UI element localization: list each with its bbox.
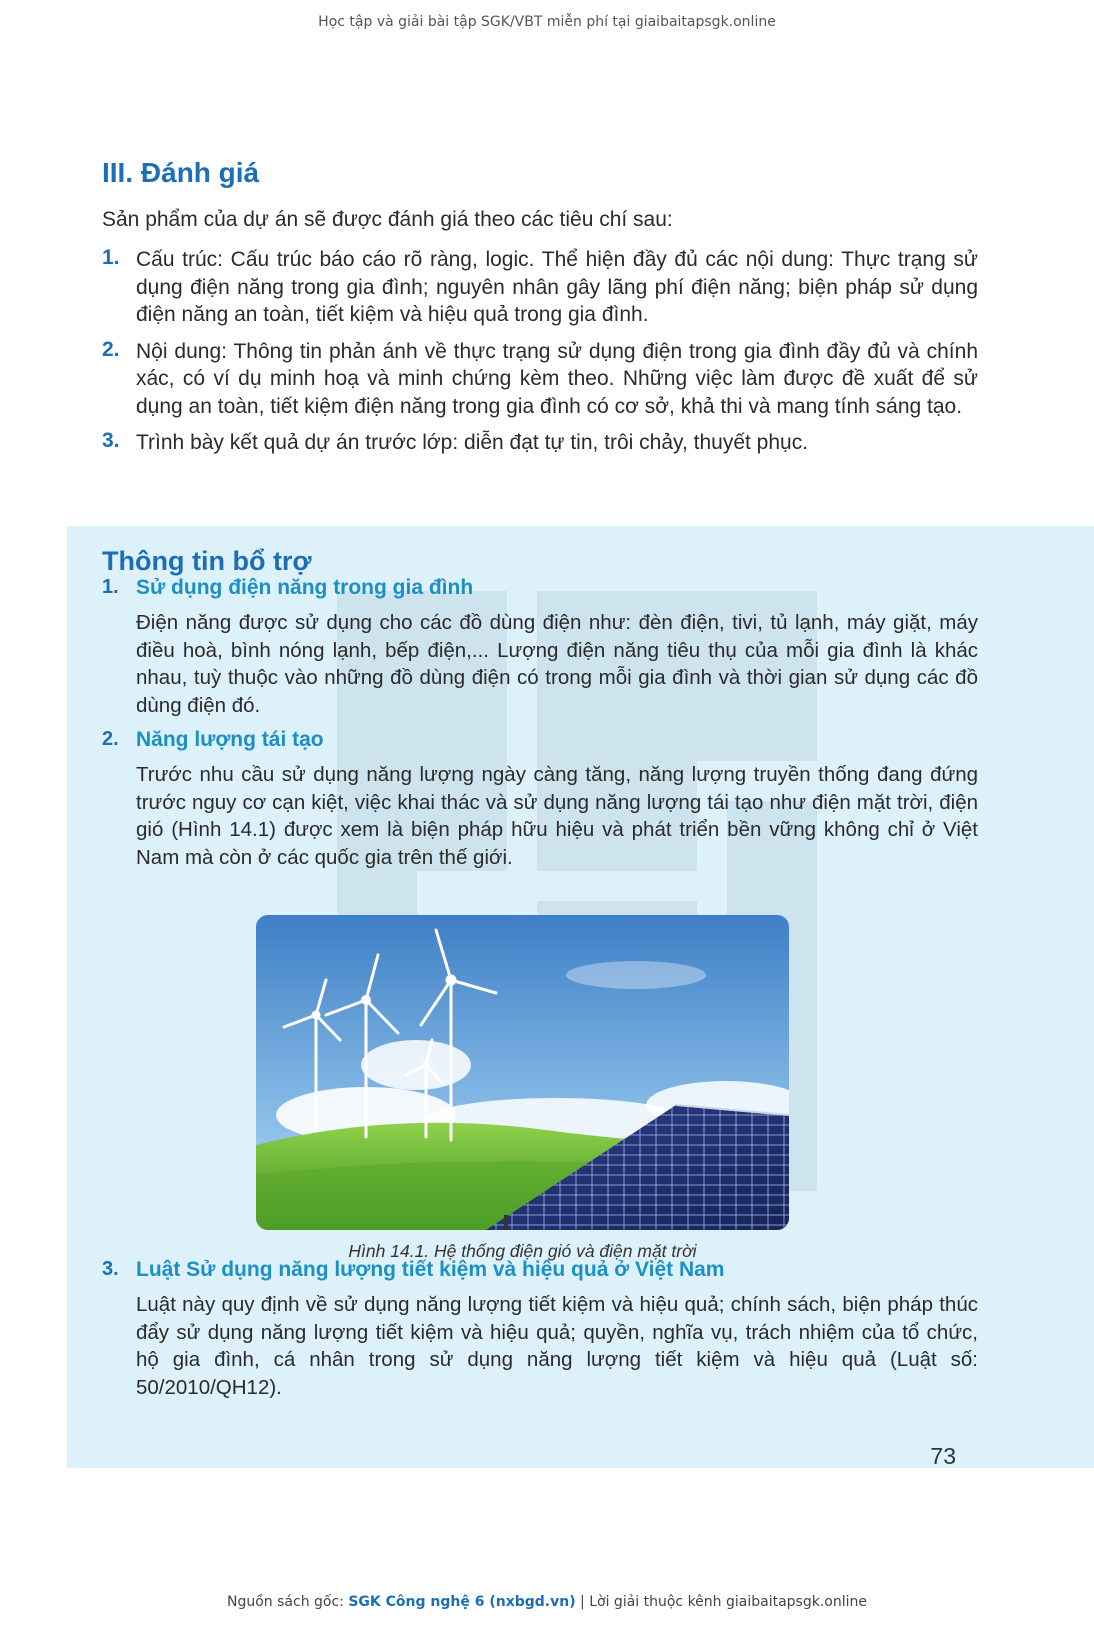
section-heading: Sử dụng điện năng trong gia đình bbox=[136, 576, 474, 599]
info-box bbox=[67, 526, 1094, 1468]
section-number: 1. bbox=[102, 576, 119, 598]
info-title: Thông tin bổ trợ bbox=[102, 546, 312, 576]
section-body: Luật này quy định về sử dụng năng lượng tiết kiệm và hiệu quả; chính sách, biện pháp thúc đẩy sử dụng năng lượng tiết kiệm và hiệu quả; quyền, nghĩa vụ, trách nhiệm của tổ chức, hộ gia đình, cá nhân trong sử dụng năng lượng tiết kiệm và hiệu quả (Luật số: 50/2010/QH12). bbox=[136, 1293, 978, 1399]
figure-wind-solar bbox=[256, 915, 789, 1230]
section-heading: Luật Sử dụng năng lượng tiết kiệm và hiệu quả ở Việt Nam bbox=[136, 1258, 725, 1281]
figure-caption: Hình 14.1. Hệ thống điện gió và điện mặt trời bbox=[348, 1241, 697, 1261]
section-body: Điện năng được sử dụng cho các đồ dùng điện như: đèn điện, tivi, tủ lạnh, máy giặt, máy điều hoà, bình nóng lạnh, bếp điện,... Lượng điện năng tiêu thụ của mỗi gia đình là khác nhau, tuỳ thuộc vào những đồ dùng điện có trong mỗi gia đình và thời gian sử dụng các đồ dùng điện đó. bbox=[136, 611, 978, 717]
wind-solar-illustration bbox=[256, 915, 789, 1230]
section-body: Trước nhu cầu sử dụng năng lượng ngày càng tăng, năng lượng truyền thống đang đứng trước nguy cơ cạn kiệt, việc khai thác và sử dụng năng lượng tái tạo như điện mặt trời, điện gió (Hình 14.1) được xem là biện pháp hữu hiệu và phát triển bền vững không chỉ ở Việt Nam mà còn ở các quốc gia trên thế giới. bbox=[136, 763, 978, 869]
item-text: Cấu trúc: Cấu trúc báo cáo rõ ràng, logic. Thể hiện đầy đủ các nội dung: Thực trạng sử dụng điện năng trong gia đình; nguyên nhân gây lãng phí điện năng; biện pháp sử dụng điện năng an toàn, tiết kiệm và hiệu quả trong gia đình. bbox=[136, 248, 978, 326]
info-section-3 bbox=[102, 1258, 978, 1401]
evaluation-item bbox=[102, 246, 978, 329]
footer-suffix: | Lời giải thuộc kênh giaibaitapsgk.online bbox=[575, 1594, 867, 1610]
item-text: Trình bày kết quả dự án trước lớp: diễn đạt tự tin, trôi chảy, thuyết phục. bbox=[136, 431, 809, 454]
section-number: 3. bbox=[102, 1258, 119, 1280]
page-number: 73 bbox=[930, 1443, 956, 1469]
item-number: 2. bbox=[102, 337, 120, 361]
evaluation-intro: Sản phẩm của dự án sẽ được đánh giá theo các tiêu chí sau: bbox=[102, 208, 673, 231]
item-number: 1. bbox=[102, 246, 120, 269]
section-title: III. Đánh giá bbox=[102, 157, 260, 188]
info-section-1 bbox=[102, 576, 978, 719]
evaluation-list bbox=[102, 246, 978, 466]
section-number: 2. bbox=[102, 728, 119, 750]
info-section-2 bbox=[102, 728, 978, 871]
evaluation-item bbox=[102, 338, 978, 421]
top-note: Học tập và giải bài tập SGK/VBT miễn phí tại giaibaitapsgk.online bbox=[318, 14, 776, 30]
footer-source-link[interactable]: SGK Công nghệ 6 (nxbgd.vn) bbox=[348, 1594, 576, 1610]
footer bbox=[0, 1594, 1094, 1610]
item-number: 3. bbox=[102, 429, 120, 452]
section-heading: Năng lượng tái tạo bbox=[136, 728, 324, 751]
item-text: Nội dung: Thông tin phản ánh về thực trạng sử dụng điện trong gia đình đầy đủ và chính xác, có ví dụ minh hoạ và minh chứng kèm theo. Những việc làm được đề xuất để sử dụng an toàn, tiết kiệm điện năng trong gia đình có cơ sở, khả thi và mang tính sáng tạo. bbox=[136, 339, 978, 418]
footer-prefix: Nguồn sách gốc: bbox=[227, 1594, 349, 1610]
evaluation-item bbox=[102, 429, 978, 457]
